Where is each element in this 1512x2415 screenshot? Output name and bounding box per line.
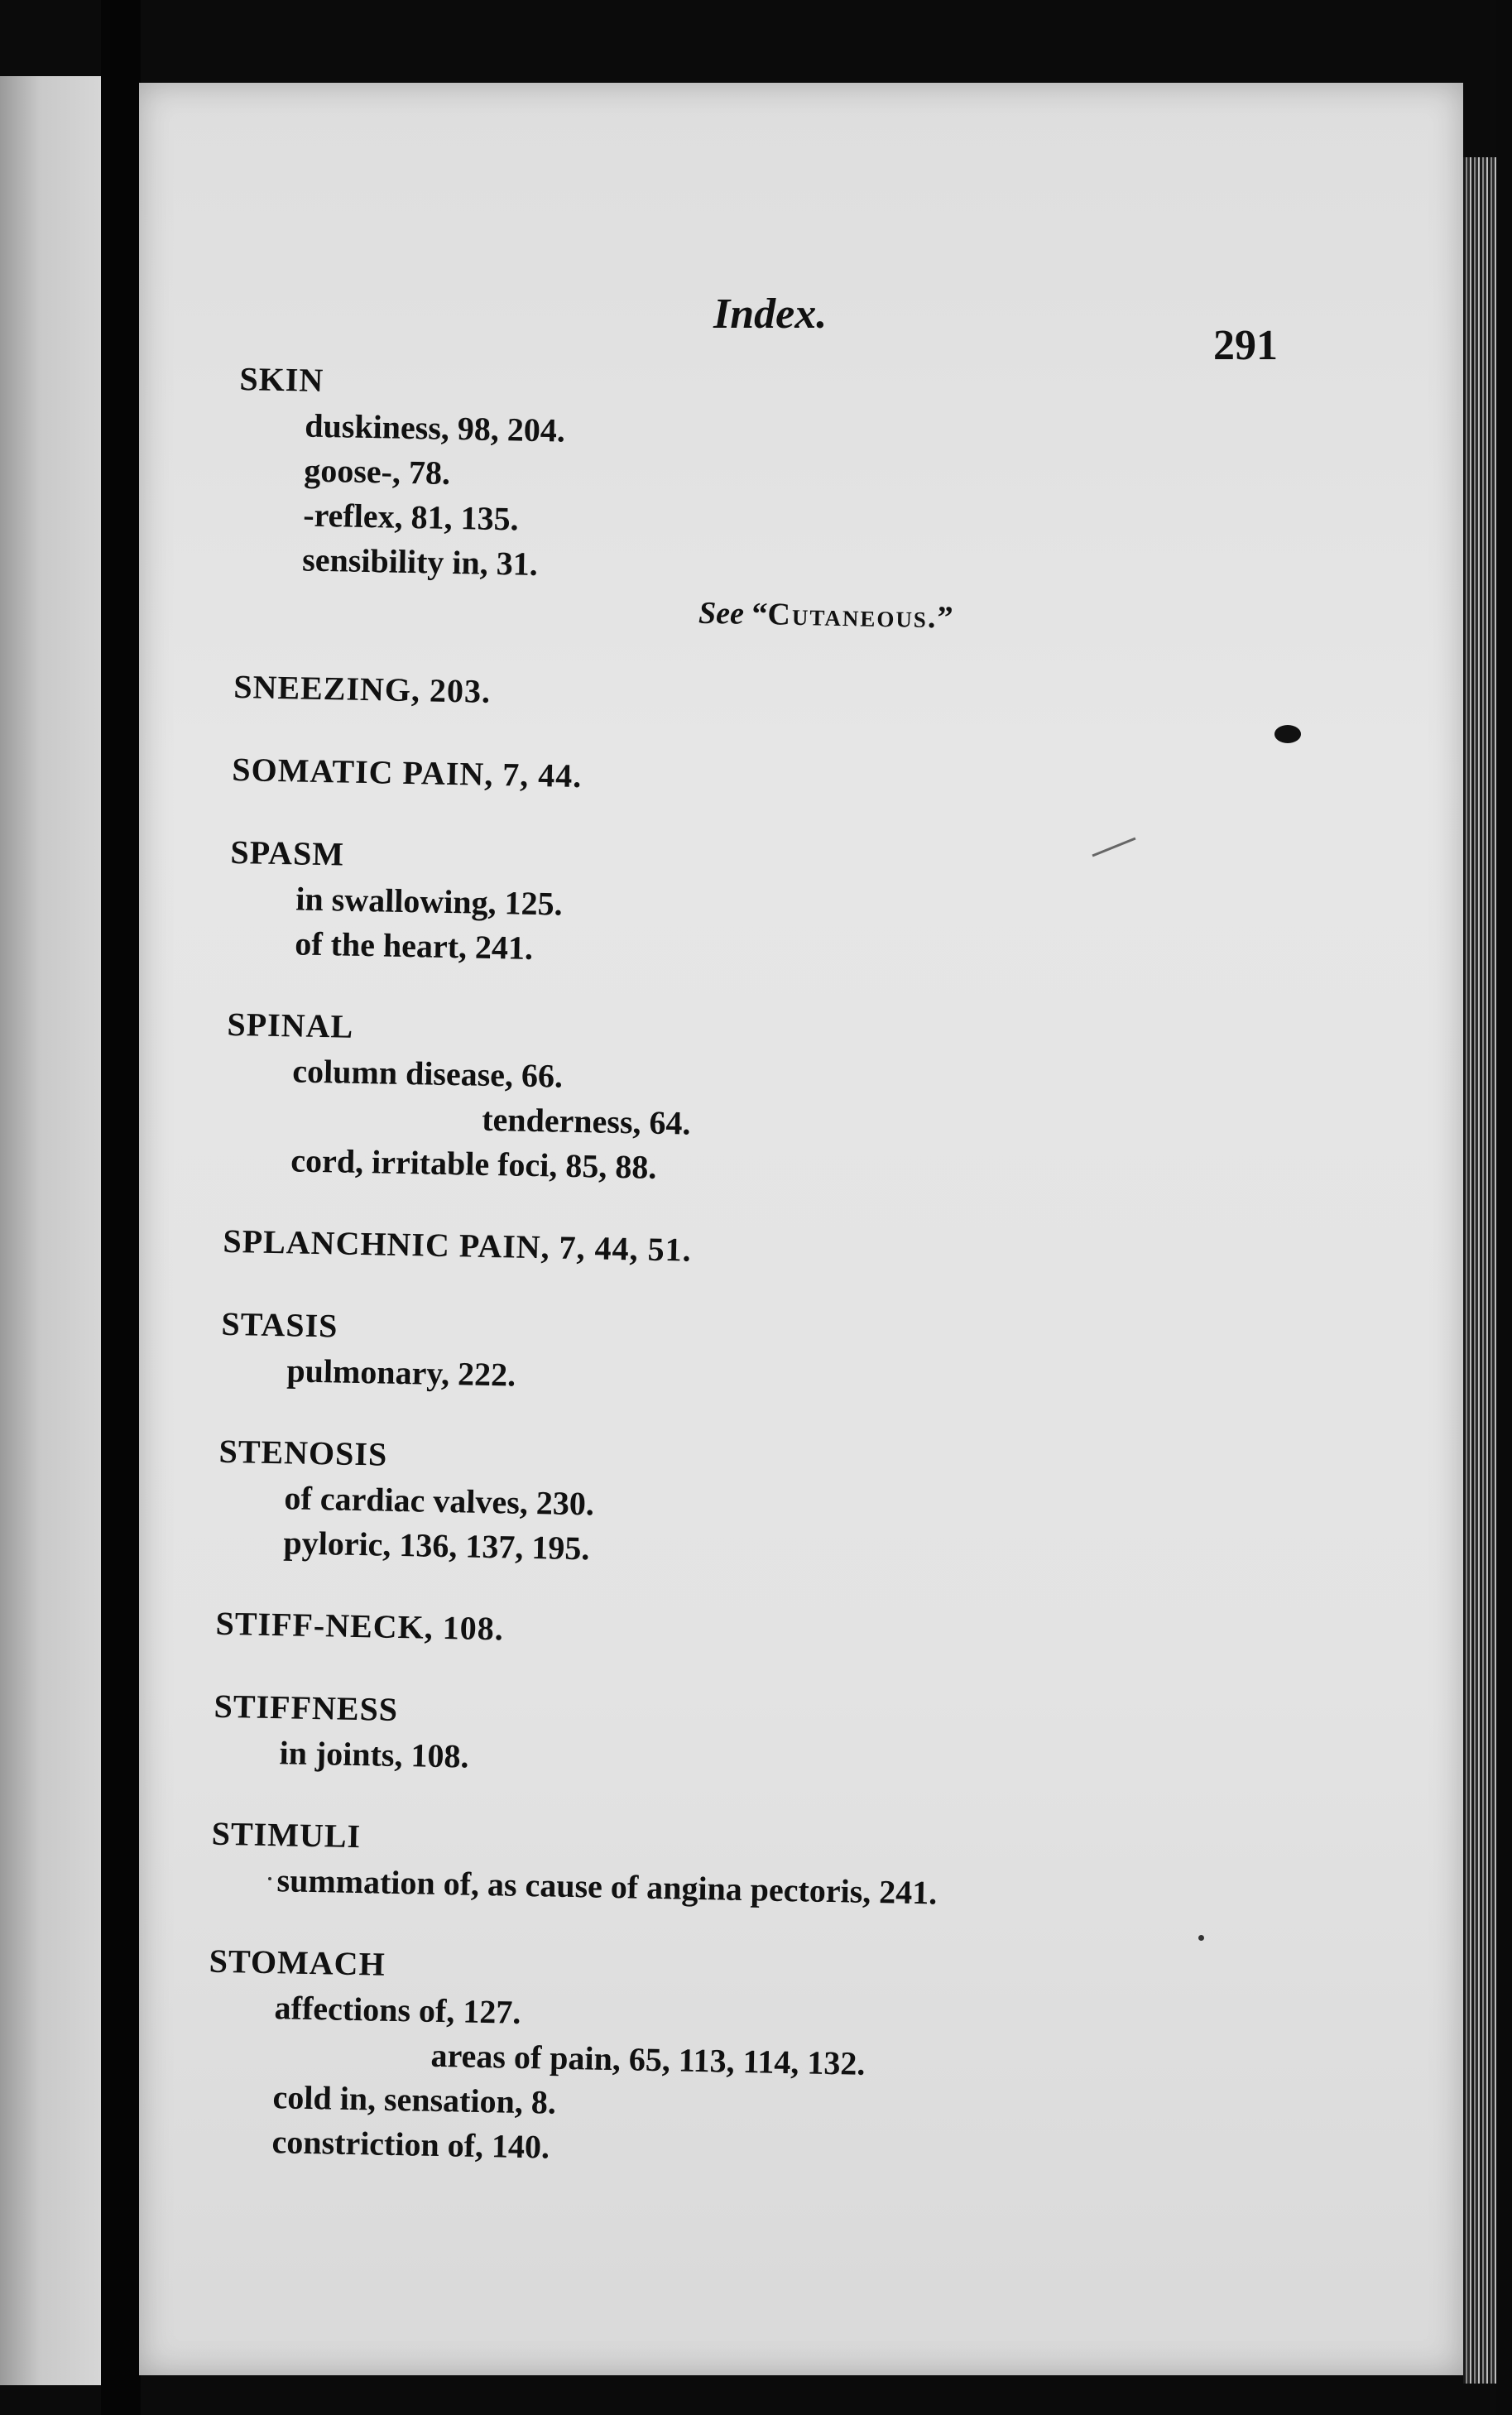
entry-heading: SPINAL bbox=[227, 1005, 354, 1045]
entry-heading: SNEEZING, 203. bbox=[233, 667, 492, 710]
index-entry bbox=[217, 1428, 1295, 1585]
entry-subheading: areas of pain, 65, 113, 114, 132. bbox=[430, 2036, 866, 2082]
index-entry bbox=[213, 1683, 1290, 1795]
entry-heading: SPASM bbox=[230, 833, 345, 873]
entry-heading: SOMATIC PAIN, 7, 44. bbox=[231, 750, 583, 795]
index-entry bbox=[210, 1811, 1288, 1923]
ink-blot bbox=[1274, 725, 1301, 743]
index-entry bbox=[233, 664, 1310, 731]
entry-subheading: cold in, sensation, 8. bbox=[272, 2078, 557, 2121]
entry-subheading: in joints, 108. bbox=[279, 1734, 469, 1775]
left-page-edge bbox=[0, 76, 101, 2385]
entry-subheading: of the heart, 241. bbox=[294, 924, 534, 967]
entry-heading: SKIN bbox=[239, 359, 324, 399]
entry-subheading: -reflex, 81, 135. bbox=[302, 496, 520, 538]
entry-heading: STASIS bbox=[221, 1304, 338, 1345]
entry-heading: SPLANCHNIC PAIN, 7, 44, 51. bbox=[223, 1222, 693, 1269]
entry-heading: STENOSIS bbox=[218, 1432, 388, 1473]
index-list bbox=[204, 356, 1316, 2221]
entry-subheading: sensibility in, 31. bbox=[301, 540, 539, 583]
entry-subheading: of cardiac valves, 230. bbox=[284, 1479, 595, 1523]
index-entry bbox=[232, 747, 1308, 814]
entry-subheading: goose-, 78. bbox=[303, 451, 451, 492]
paper-speck bbox=[268, 1877, 271, 1880]
running-header-title: Index. bbox=[713, 290, 828, 338]
entry-subheading: duskiness, 98, 204. bbox=[304, 406, 566, 449]
page-number: 291 bbox=[1213, 322, 1278, 369]
see-label: See bbox=[698, 595, 745, 631]
index-entry bbox=[235, 356, 1316, 648]
index-entry bbox=[215, 1601, 1292, 1668]
see-target: Cutaneous. bbox=[767, 597, 938, 636]
index-entry bbox=[228, 829, 1307, 986]
entry-subheading: pulmonary, 222. bbox=[286, 1352, 516, 1394]
entry-subheading: constriction of, 140. bbox=[271, 2123, 550, 2166]
entry-heading: STIFFNESS bbox=[214, 1687, 399, 1728]
close-quote: ” bbox=[937, 600, 953, 636]
entry-subheading: summation of, as cause of angina pectoris, 241. bbox=[276, 1861, 938, 1912]
index-entry bbox=[205, 1938, 1285, 2184]
entry-heading: STOMACH bbox=[209, 1942, 386, 1983]
right-shadow bbox=[1496, 0, 1512, 2415]
index-entry bbox=[223, 1218, 1299, 1285]
entry-subheading: tenderness, 64. bbox=[481, 1100, 691, 1142]
entry-subheading: pyloric, 136, 137, 195. bbox=[283, 1524, 590, 1568]
page-stack-edges bbox=[1463, 157, 1496, 2384]
entry-subheading: affections of, 127. bbox=[274, 1989, 521, 2031]
entry-heading: STIFF-NECK, 108. bbox=[215, 1604, 505, 1648]
entry-subheading: in swallowing, 125. bbox=[295, 880, 564, 923]
index-entry bbox=[224, 1001, 1303, 1203]
index-entry bbox=[220, 1301, 1298, 1413]
book-gutter bbox=[101, 0, 141, 2415]
entry-subheading: column disease, 66. bbox=[291, 1052, 564, 1095]
entry-subheading: cord, irritable foci, 85, 88. bbox=[290, 1141, 657, 1186]
entry-heading: STIMULI bbox=[211, 1814, 362, 1856]
paper-speck bbox=[1198, 1935, 1204, 1941]
open-quote: “ bbox=[751, 596, 768, 632]
